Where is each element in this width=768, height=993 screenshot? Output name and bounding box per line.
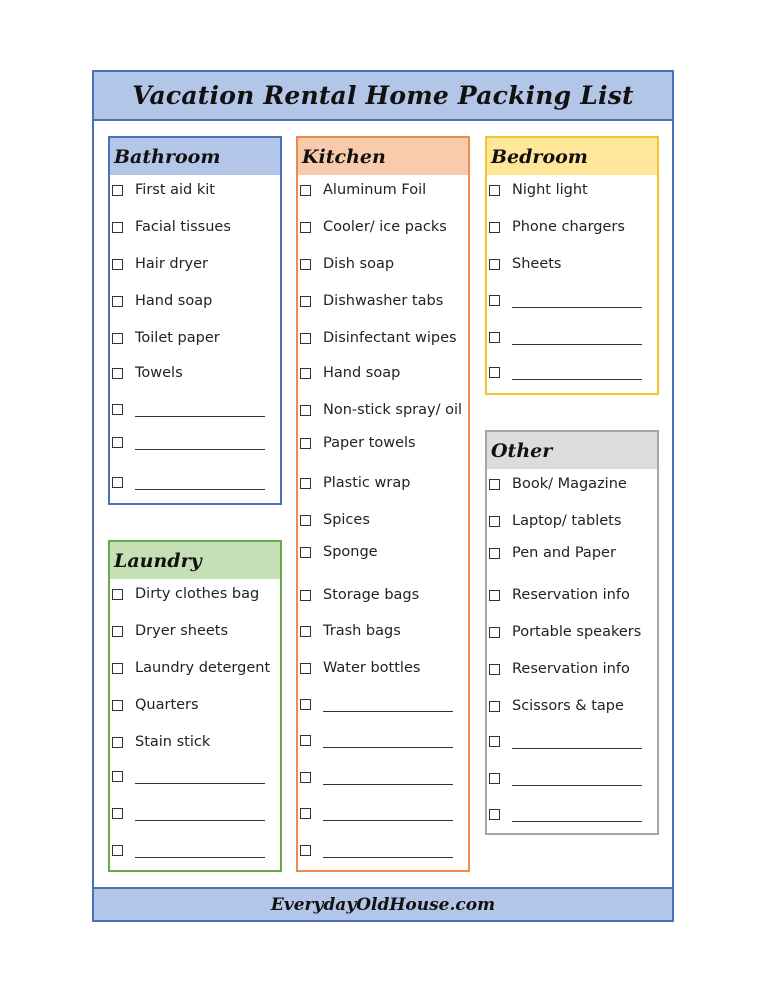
- checkbox[interactable]: [489, 809, 500, 820]
- checkbox[interactable]: [489, 222, 500, 233]
- checklist-item: [112, 256, 208, 272]
- checkbox[interactable]: [489, 701, 500, 712]
- item-label: Spices: [323, 512, 370, 528]
- checklist-item: [112, 843, 265, 858]
- checklist-item: [300, 770, 453, 785]
- checkbox[interactable]: [300, 699, 311, 710]
- item-label: Laundry detergent: [135, 660, 271, 676]
- checkbox[interactable]: [112, 737, 123, 748]
- checkbox[interactable]: [112, 589, 123, 600]
- checkbox[interactable]: [112, 333, 123, 344]
- blank-write-in-line[interactable]: [512, 807, 642, 822]
- checklist-item: [300, 402, 462, 418]
- checklist-item: [300, 256, 394, 272]
- checkbox[interactable]: [300, 259, 311, 270]
- checklist-item: [300, 843, 453, 858]
- checkbox[interactable]: [112, 771, 123, 782]
- checkbox[interactable]: [489, 516, 500, 527]
- checklist-item: [300, 587, 419, 603]
- item-label: Disinfectant wipes: [323, 330, 457, 346]
- checkbox[interactable]: [300, 735, 311, 746]
- checklist-item: [489, 365, 642, 380]
- checkbox[interactable]: [300, 478, 311, 489]
- checklist-item: [300, 623, 401, 639]
- checkbox[interactable]: [112, 808, 123, 819]
- checklist-item: [112, 365, 183, 381]
- section-heading: Laundry: [114, 549, 202, 572]
- blank-write-in-line[interactable]: [135, 402, 265, 417]
- checkbox[interactable]: [300, 333, 311, 344]
- title-bar: [94, 72, 672, 121]
- blank-write-in-line[interactable]: [512, 293, 642, 308]
- item-label: Dryer sheets: [135, 623, 229, 639]
- blank-write-in-line[interactable]: [323, 733, 453, 748]
- item-label: Hand soap: [323, 365, 401, 381]
- checkbox[interactable]: [489, 736, 500, 747]
- checklist-item: [489, 661, 630, 677]
- checkbox[interactable]: [489, 773, 500, 784]
- checklist-item: [300, 219, 447, 235]
- checklist-item: [112, 734, 210, 750]
- checklist-item: [112, 769, 265, 784]
- blank-write-in-line[interactable]: [512, 734, 642, 749]
- item-label: Reservation info: [512, 661, 630, 677]
- checkbox[interactable]: [300, 515, 311, 526]
- item-label: First aid kit: [135, 182, 215, 198]
- checkbox[interactable]: [300, 808, 311, 819]
- checkbox[interactable]: [112, 437, 123, 448]
- item-label: Towels: [135, 365, 183, 381]
- checklist-item: [300, 293, 443, 309]
- item-label: Paper towels: [323, 435, 416, 451]
- checkbox[interactable]: [300, 772, 311, 783]
- checkbox[interactable]: [489, 548, 500, 559]
- checklist-item: [300, 475, 410, 491]
- checkbox[interactable]: [112, 477, 123, 488]
- checklist-item: [112, 697, 199, 713]
- item-label: Laptop/ tablets: [512, 513, 622, 529]
- checkbox[interactable]: [300, 368, 311, 379]
- checkbox[interactable]: [300, 405, 311, 416]
- checkbox[interactable]: [112, 404, 123, 415]
- item-label: Book/ Magazine: [512, 476, 627, 492]
- checkbox[interactable]: [300, 626, 311, 637]
- checklist-item: [489, 256, 561, 272]
- checklist-item: [489, 182, 588, 198]
- blank-write-in-line[interactable]: [135, 435, 265, 450]
- checkbox[interactable]: [300, 438, 311, 449]
- blank-write-in-line[interactable]: [323, 806, 453, 821]
- item-label: Plastic wrap: [323, 475, 411, 491]
- item-label: Water bottles: [323, 660, 421, 676]
- checklist-item: [489, 219, 625, 235]
- laundry-section: [108, 540, 282, 872]
- checkbox[interactable]: [112, 296, 123, 307]
- checkbox[interactable]: [112, 663, 123, 674]
- checklist-item: [112, 293, 212, 309]
- checkbox[interactable]: [112, 185, 123, 196]
- section-header: [487, 138, 657, 175]
- item-label: Dish soap: [323, 256, 395, 272]
- checkbox[interactable]: [300, 185, 311, 196]
- section-header: [110, 138, 280, 175]
- checkbox[interactable]: [489, 332, 500, 343]
- checklist-item: [300, 697, 453, 712]
- checklist-item: [489, 624, 641, 640]
- section-heading: Bedroom: [491, 145, 588, 168]
- checklist-item: [112, 330, 220, 346]
- checklist-item: [489, 293, 642, 308]
- checklist-item: [112, 475, 265, 490]
- checkbox[interactable]: [489, 295, 500, 306]
- blank-write-in-line[interactable]: [135, 843, 265, 858]
- footer-bar: [94, 887, 672, 920]
- checkbox[interactable]: [112, 845, 123, 856]
- checklist-item: [112, 806, 265, 821]
- checkbox[interactable]: [489, 185, 500, 196]
- checkbox[interactable]: [112, 626, 123, 637]
- section-header: [487, 432, 657, 469]
- checkbox[interactable]: [300, 222, 311, 233]
- checklist-item: [489, 330, 642, 345]
- checklist-item: [112, 435, 265, 450]
- item-label: Trash bags: [323, 623, 401, 639]
- checklist-item: [300, 544, 378, 560]
- checklist-item: [300, 182, 426, 198]
- item-label: Cooler/ ice packs: [323, 219, 447, 235]
- checkbox[interactable]: [300, 590, 311, 601]
- checklist-item: [489, 807, 642, 822]
- section-header: [298, 138, 468, 175]
- blank-write-in-line[interactable]: [135, 769, 265, 784]
- section-heading: Other: [491, 439, 553, 462]
- section-header: [110, 542, 280, 579]
- checkbox[interactable]: [112, 700, 123, 711]
- blank-write-in-line[interactable]: [512, 365, 642, 380]
- blank-write-in-line[interactable]: [323, 697, 453, 712]
- checklist-item: [489, 771, 642, 786]
- item-label: Hand soap: [135, 293, 213, 309]
- footer-site-name: EverydayOldHouse.com: [270, 894, 496, 915]
- item-label: Quarters: [135, 697, 199, 713]
- checklist-item: [300, 806, 453, 821]
- item-label: Non-stick spray/ oil: [323, 402, 462, 418]
- checklist-item: [300, 660, 420, 676]
- checklist-item: [112, 623, 228, 639]
- checklist-item: [112, 182, 215, 198]
- checkbox[interactable]: [489, 367, 500, 378]
- checkbox[interactable]: [300, 296, 311, 307]
- checklist-item: [112, 586, 259, 602]
- checkbox[interactable]: [112, 368, 123, 379]
- checklist-item: [112, 660, 270, 676]
- checklist-item: [300, 435, 416, 451]
- kitchen-section: [296, 136, 470, 872]
- checkbox[interactable]: [489, 259, 500, 270]
- checklist-item: [112, 402, 265, 417]
- bedroom-section: [485, 136, 659, 395]
- item-label: Sheets: [512, 256, 562, 272]
- checklist-item: [300, 512, 370, 528]
- item-label: Phone chargers: [512, 219, 625, 235]
- checklist-item: [489, 545, 616, 561]
- item-label: Storage bags: [323, 587, 420, 603]
- checklist-item: [300, 365, 400, 381]
- item-label: Hair dryer: [135, 256, 209, 272]
- item-label: Reservation info: [512, 587, 630, 603]
- checklist-item: [489, 698, 624, 714]
- other-section: [485, 430, 659, 835]
- checklist-item: [489, 587, 630, 603]
- blank-write-in-line[interactable]: [512, 330, 642, 345]
- item-label: Sponge: [323, 544, 378, 560]
- checklist-item: [112, 219, 231, 235]
- blank-write-in-line[interactable]: [323, 843, 453, 858]
- checkbox[interactable]: [112, 259, 123, 270]
- checklist-item: [489, 513, 621, 529]
- item-label: Portable speakers: [512, 624, 642, 640]
- blank-write-in-line[interactable]: [135, 806, 265, 821]
- checkbox[interactable]: [489, 590, 500, 601]
- blank-write-in-line[interactable]: [135, 475, 265, 490]
- page-title: Vacation Rental Home Packing List: [132, 81, 634, 110]
- checkbox[interactable]: [489, 479, 500, 490]
- checkbox[interactable]: [300, 845, 311, 856]
- blank-write-in-line[interactable]: [323, 770, 453, 785]
- section-heading: Bathroom: [114, 145, 221, 168]
- checklist-item: [489, 734, 642, 749]
- checkbox[interactable]: [489, 664, 500, 675]
- checklist-item: [489, 476, 627, 492]
- item-label: Stain stick: [135, 734, 211, 750]
- checkbox[interactable]: [300, 547, 311, 558]
- item-label: Toilet paper: [135, 330, 220, 346]
- item-label: Dishwasher tabs: [323, 293, 444, 309]
- item-label: Dirty clothes bag: [135, 586, 260, 602]
- checklist-item: [300, 330, 457, 346]
- section-heading: Kitchen: [302, 145, 386, 168]
- checklist-item: [300, 733, 453, 748]
- blank-write-in-line[interactable]: [512, 771, 642, 786]
- item-label: Aluminum Foil: [323, 182, 427, 198]
- bathroom-section: [108, 136, 282, 505]
- checkbox[interactable]: [300, 663, 311, 674]
- item-label: Pen and Paper: [512, 545, 616, 561]
- item-label: Facial tissues: [135, 219, 231, 235]
- item-label: Night light: [512, 182, 588, 198]
- checkbox[interactable]: [489, 627, 500, 638]
- checkbox[interactable]: [112, 222, 123, 233]
- item-label: Scissors & tape: [512, 698, 624, 714]
